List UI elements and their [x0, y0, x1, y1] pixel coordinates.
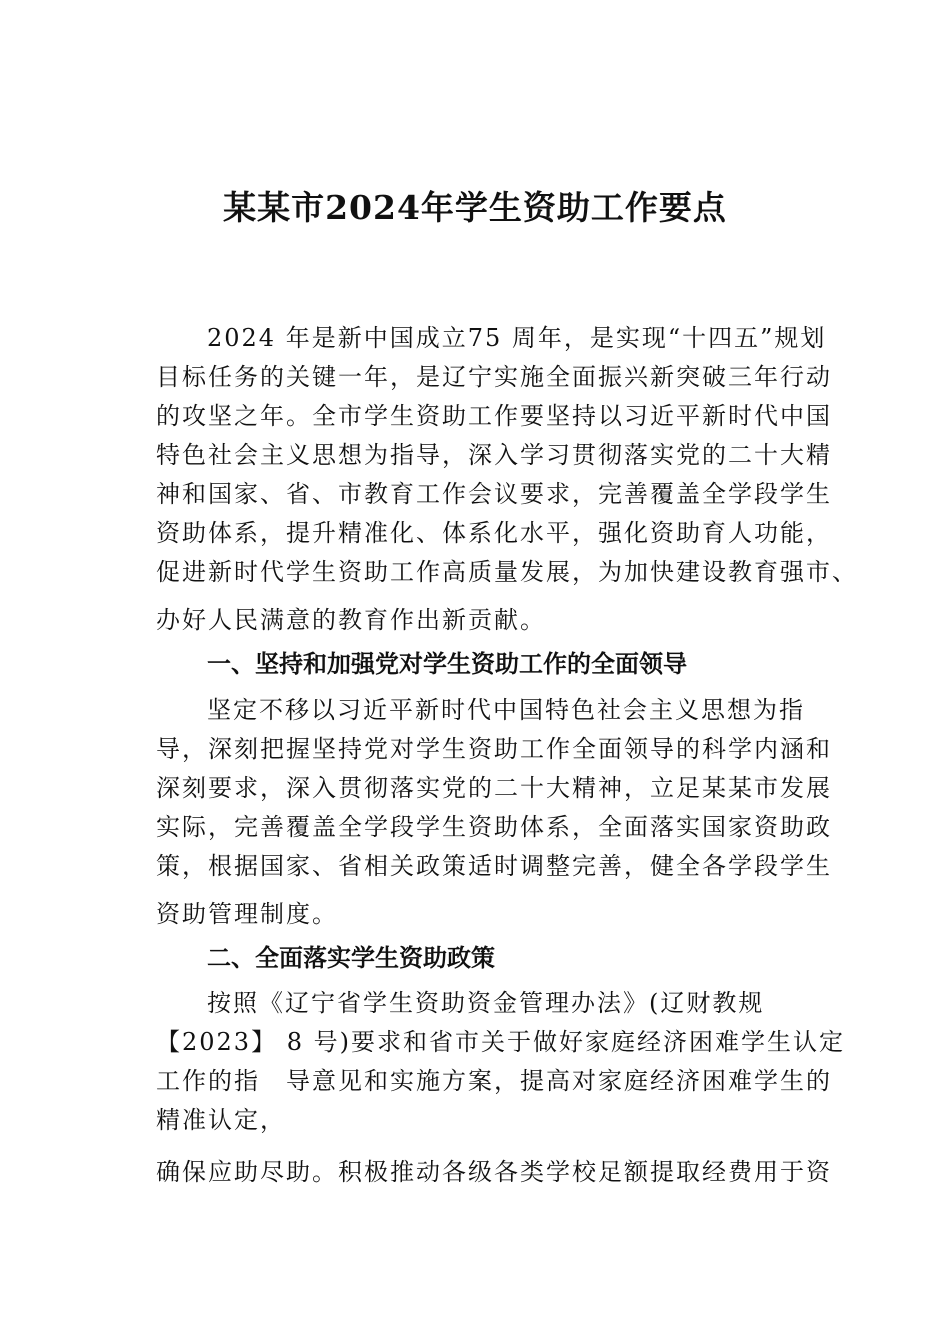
paragraph-line: 促进新时代学生资助工作高质量发展，为加快建设教育强市、 [156, 558, 858, 586]
paragraph-line: 神和国家、省、市教育工作会议要求，完善覆盖全学段学生 [156, 480, 832, 508]
paragraph-line: 深刻要求，深入贯彻落实党的二十大精神，立足某某市发展 [156, 774, 832, 802]
document-title: 某某市2024年学生资助工作要点 [223, 188, 727, 227]
paragraph-line: 2024 年是新中国成立75 周年，是实现“十四五”规划 [207, 324, 827, 352]
paragraph-line: 确保应助尽助。积极推动各级各类学校足额提取经费用于资 [156, 1158, 832, 1186]
paragraph-line: 实际，完善覆盖全学段学生资助体系，全面落实国家资助政 [156, 813, 832, 841]
paragraph-line: 工作的指 导意见和实施方案，提高对家庭经济困难学生的 [156, 1067, 832, 1095]
section-heading: 二、全面落实学生资助政策 [207, 944, 495, 972]
paragraph-line: 策，根据国家、省相关政策适时调整完善，健全各学段学生 [156, 852, 832, 880]
paragraph-line: 精准认定， [156, 1106, 286, 1134]
paragraph-line: 资助管理制度。 [156, 900, 338, 928]
paragraph-line: 办好人民满意的教育作出新贡献。 [156, 606, 546, 634]
paragraph-line: 资助体系，提升精准化、体系化水平，强化资助育人功能， [156, 519, 832, 547]
paragraph-line: 的攻坚之年。全市学生资助工作要坚持以习近平新时代中国 [156, 402, 832, 430]
paragraph-line: 【2023】 8 号)要求和省市关于做好家庭经济困难学生认定 [156, 1028, 845, 1056]
paragraph-line: 目标任务的关键一年，是辽宁实施全面振兴新突破三年行动 [156, 363, 832, 391]
section-heading: 一、坚持和加强党对学生资助工作的全面领导 [207, 650, 687, 678]
paragraph-line: 特色社会主义思想为指导，深入学习贯彻落实党的二十大精 [156, 441, 832, 469]
paragraph-line: 导，深刻把握坚持党对学生资助工作全面领导的科学内涵和 [156, 735, 832, 763]
paragraph-line: 坚定不移以习近平新时代中国特色社会主义思想为指 [207, 696, 805, 724]
paragraph-line: 按照《辽宁省学生资助资金管理办法》(辽财教规 [207, 989, 765, 1017]
